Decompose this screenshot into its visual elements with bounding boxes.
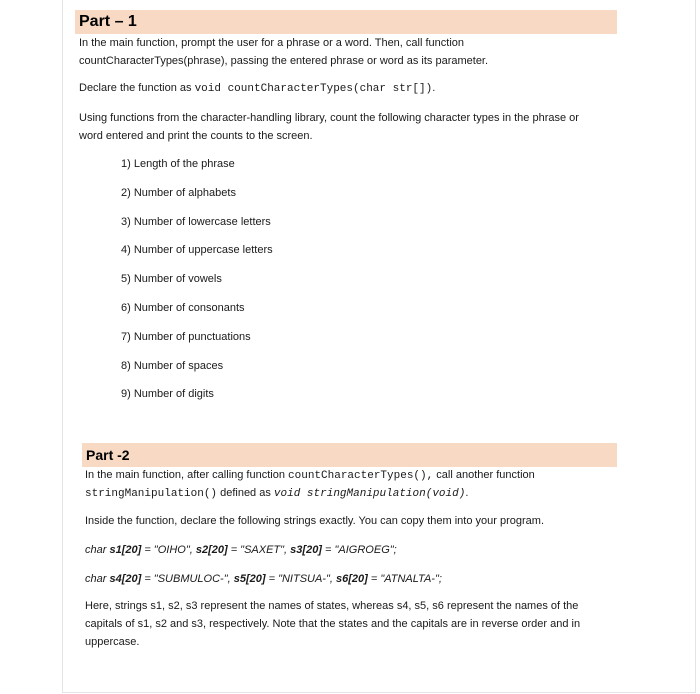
s1-variable: s1[20] bbox=[109, 544, 142, 556]
list-item: 6) Number of consonants bbox=[121, 301, 245, 314]
s2-variable: s2[20] bbox=[195, 544, 228, 556]
part1-declare-suffix: . bbox=[432, 82, 436, 94]
part1-intro-line1: In the main function, prompt the user for a phrase or a word. Then, call function bbox=[79, 37, 465, 49]
s3-variable: s3[20] bbox=[290, 544, 322, 556]
part2-inside-sentence: Inside the function, declare the following strings exactly. You can copy them into your program. bbox=[85, 515, 544, 527]
character-type-list bbox=[121, 152, 273, 411]
s1-value: = "OIHO", bbox=[141, 544, 196, 556]
s2-value: = "SAXET", bbox=[227, 544, 291, 556]
list-item: 9) Number of digits bbox=[121, 388, 214, 401]
s5-value: = "NITSUA-", bbox=[265, 573, 336, 585]
part2-intro-code1: countCharacterTypes(), bbox=[288, 470, 434, 482]
list-item: 4) Number of uppercase letters bbox=[121, 244, 273, 257]
part1-declare-code: void countCharacterTypes(char str[]) bbox=[194, 83, 433, 95]
list-item: 1) Length of the phrase bbox=[121, 158, 235, 170]
char-keyword: char bbox=[85, 573, 110, 585]
part2-intro-suffix: . bbox=[465, 487, 469, 499]
list-item: 3) Number of lowercase letters bbox=[121, 215, 271, 228]
s3-value: = "AIGROEG"; bbox=[321, 544, 397, 556]
part2-intro-code2: stringManipulation() bbox=[85, 488, 218, 500]
char-keyword: char bbox=[85, 544, 110, 556]
part2-intro-code3: void stringManipulation(void) bbox=[273, 488, 466, 500]
list-item: 2) Number of alphabets bbox=[121, 186, 236, 199]
part1-using-line2: word entered and print the counts to the screen. bbox=[79, 130, 313, 142]
part2-heading-bar bbox=[82, 443, 617, 467]
part1-using-line1: Using functions from the character-handling library, count the following character types in the phrase or bbox=[79, 112, 579, 124]
part1-heading: Part – 1 bbox=[79, 13, 137, 30]
part2-here-line1: Here, strings s1, s2, s3 represent the names of states, whereas s4, s5, s6 represent the names of the bbox=[85, 600, 579, 612]
part2-intro-middle: call another function bbox=[433, 469, 535, 481]
string-declaration-line2 bbox=[85, 570, 616, 588]
list-item: 5) Number of vowels bbox=[121, 273, 222, 286]
part2-heading: Part -2 bbox=[86, 447, 130, 463]
s5-variable: s5[20] bbox=[233, 573, 266, 585]
part2-intro-line1 bbox=[85, 466, 616, 485]
part2-here-line2: capitals of s1, s2 and s3, respectively. Note that the states and the capitals are in reverse order and in bbox=[85, 618, 581, 630]
part1-declare-prefix: Declare the function as bbox=[79, 82, 195, 94]
s6-value: = "ATNALTA-"; bbox=[367, 573, 442, 585]
part2-intro-defined: defined as bbox=[217, 487, 274, 499]
part1-heading-bar bbox=[75, 10, 617, 34]
list-item: 8) Number of spaces bbox=[121, 359, 224, 372]
s4-value: = "SUBMULOC-", bbox=[141, 573, 234, 585]
part2-here-line3: uppercase. bbox=[85, 636, 140, 648]
list-item: 7) Number of punctuations bbox=[121, 330, 251, 343]
s4-variable: s4[20] bbox=[109, 573, 142, 585]
part2-intro-prefix: In the main function, after calling function bbox=[85, 469, 289, 481]
s6-variable: s6[20] bbox=[336, 573, 368, 585]
part1-intro-line2: countCharacterTypes(phrase), passing the entered phrase or word as its parameter. bbox=[79, 55, 489, 67]
part2-intro-line2 bbox=[85, 484, 616, 503]
string-declaration-line1 bbox=[85, 541, 616, 559]
part1-declare-sentence bbox=[79, 79, 615, 98]
